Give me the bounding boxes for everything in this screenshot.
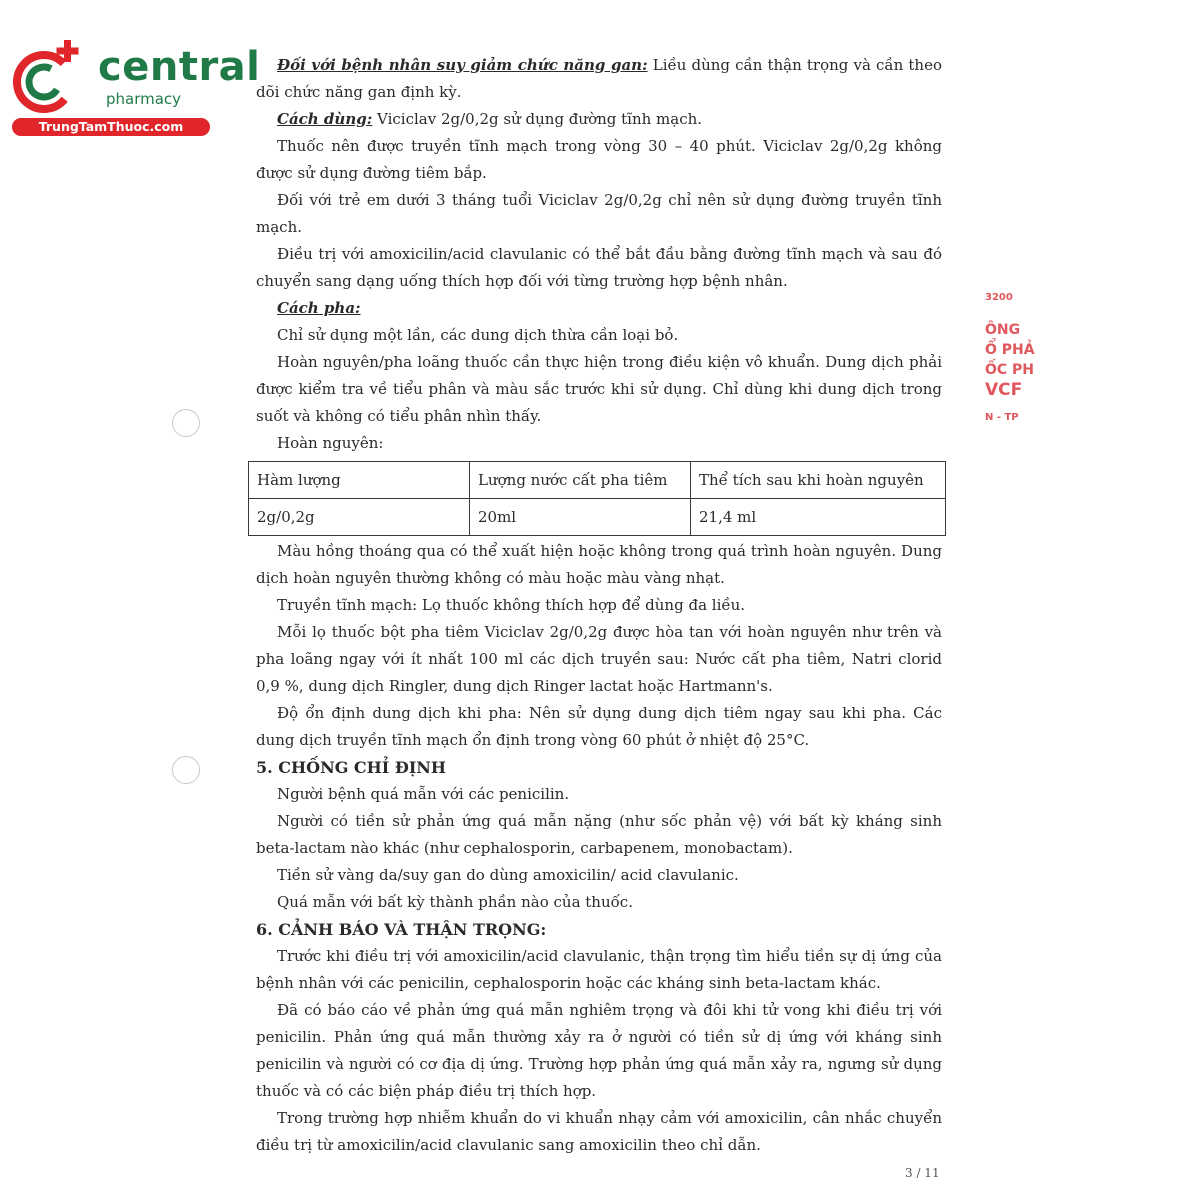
table-header-row — [249, 462, 946, 499]
pharmacy-logo-icon — [10, 38, 92, 120]
stamp-line: 3200 — [985, 292, 1013, 303]
paragraph-preparation — [256, 295, 942, 322]
logo-website: TrungTamThuoc.com — [12, 118, 210, 136]
paragraph: Hoàn nguyên: — [277, 434, 384, 452]
paragraph: Người bệnh quá mẫn với các penicilin. — [277, 785, 570, 803]
paragraph: Thuốc nên được truyền tĩnh mạch trong vòng 30 – 40 phút. Viciclav 2g/0,2g không được sử dụng đường tiêm bắp. — [256, 137, 942, 182]
section-heading-contraindications: 5. CHỐNG CHỈ ĐỊNH — [256, 758, 447, 777]
paragraph: Quá mẫn với bất kỳ thành phần nào của thuốc. — [277, 893, 633, 911]
section-heading-warnings: 6. CẢNH BÁO VÀ THẬN TRỌNG: — [256, 920, 547, 939]
paragraph-usage — [256, 106, 942, 133]
reconstitution-table — [248, 461, 946, 536]
paragraph: Màu hồng thoáng qua có thể xuất hiện hoặc không trong quá trình hoàn nguyên. Dung dịch hoàn nguyên thường không có màu hoặc màu vàng nhạt. — [256, 542, 942, 587]
usage-heading: Cách dùng: — [277, 110, 373, 128]
document-body — [256, 52, 942, 1159]
paragraph: Trong trường hợp nhiễm khuẩn do vi khuẩn nhạy cảm với amoxicilin, cân nhắc chuyển điều trị từ amoxicilin/acid clavulanic sang amoxicilin theo chỉ dẫn. — [256, 1109, 942, 1154]
paragraph: Độ ổn định dung dịch khi pha: Nên sử dụng dung dịch tiêm ngay sau khi pha. Các dung dịch truyền tĩnh mạch ổn định trong vòng 60 phút ở nhiệt độ 25°C. — [256, 704, 942, 749]
paragraph: Mỗi lọ thuốc bột pha tiêm Viciclav 2g/0,2g được hòa tan với hoàn nguyên như trên và pha loãng ngay với ít nhất 100 ml các dịch truyền sau: Nước cất pha tiêm, Natri clorid 0,9 %, dung dịch Ringler, dung dịch Ringer lactat hoặc Hartmann's. — [256, 623, 942, 695]
paragraph: Truyền tĩnh mạch: Lọ thuốc không thích hợp để dùng đa liều. — [277, 596, 746, 614]
table-header-cell: Lượng nước cất pha tiêm — [470, 462, 691, 499]
stamp-line: ỐC PH — [985, 362, 1035, 378]
paragraph: Điều trị với amoxicilin/acid clavulanic có thể bắt đầu bằng đường tĩnh mạch và sau đó chuyển sang dạng uống thích hợp đối với từng trường hợp bệnh nhân. — [256, 245, 942, 290]
stamp-line: Ổ PHẢ — [985, 342, 1035, 358]
stamp-line: VCF — [985, 380, 1023, 400]
paragraph: Hoàn nguyên/pha loãng thuốc cần thực hiện trong điều kiện vô khuẩn. Dung dịch phải được kiểm tra về tiểu phân và màu sắc trước khi sử dụng. Chỉ dùng khi dung dịch trong suốt và không có tiểu phân nhìn thấy. — [256, 353, 942, 425]
table-cell: 21,4 ml — [691, 499, 946, 536]
paragraph: Đối với trẻ em dưới 3 tháng tuổi Viciclav 2g/0,2g chỉ nên sử dụng đường truyền tĩnh mạch. — [256, 191, 942, 236]
usage-text: Viciclav 2g/0,2g sử dụng đường tĩnh mạch. — [372, 110, 703, 128]
table-cell: 20ml — [470, 499, 691, 536]
stamp-line: N - TP — [985, 412, 1019, 423]
central-pharmacy-logo — [10, 38, 261, 138]
page-number: 3 / 11 — [905, 1166, 940, 1180]
paragraph: Chỉ sử dụng một lần, các dung dịch thừa cần loại bỏ. — [277, 326, 679, 344]
punch-hole-lower — [172, 756, 200, 784]
table-row — [249, 499, 946, 536]
paragraph: Trước khi điều trị với amoxicilin/acid clavulanic, thận trọng tìm hiểu tiền sự dị ứng của bệnh nhân với các penicilin, cephalosporin hoặc các kháng sinh beta-lactam khác. — [256, 947, 942, 992]
red-stamp-fragment — [985, 288, 1045, 443]
preparation-heading: Cách pha: — [277, 299, 361, 317]
paragraph: Đã có báo cáo về phản ứng quá mẫn nghiêm trọng và đôi khi tử vong khi điều trị với penicilin. Phản ứng quá mẫn thường xảy ra ở người có tiền sử dị ứng với kháng sinh penicilin và người có cơ địa dị ứng. Trường hợp phản ứng quá mẫn xảy ra, ngưng sử dụng thuốc và có các biện pháp điều trị thích hợp. — [256, 1001, 942, 1100]
logo-brand-name: central — [98, 44, 261, 90]
table-header-cell: Hàm lượng — [249, 462, 470, 499]
logo-subtitle: pharmacy — [106, 90, 182, 108]
stamp-line: ÔNG — [985, 322, 1021, 338]
liver-heading: Đối với bệnh nhân suy giảm chức năng gan: — [277, 56, 648, 74]
table-header-cell: Thể tích sau khi hoàn nguyên — [691, 462, 946, 499]
paragraph: Người có tiền sử phản ứng quá mẫn nặng (như sốc phản vệ) với bất kỳ kháng sinh beta-lactam nào khác (như cephalosporin, carbapenem, monobactam). — [256, 812, 942, 857]
paragraph: Tiền sử vàng da/suy gan do dùng amoxicilin/ acid clavulanic. — [277, 866, 739, 884]
punch-hole-upper — [172, 409, 200, 437]
paragraph-liver — [256, 52, 942, 106]
table-cell: 2g/0,2g — [249, 499, 470, 536]
liver-text: Liều dùng cần thận trọng và cần theo dõi chức năng gan định kỳ. — [256, 56, 942, 101]
